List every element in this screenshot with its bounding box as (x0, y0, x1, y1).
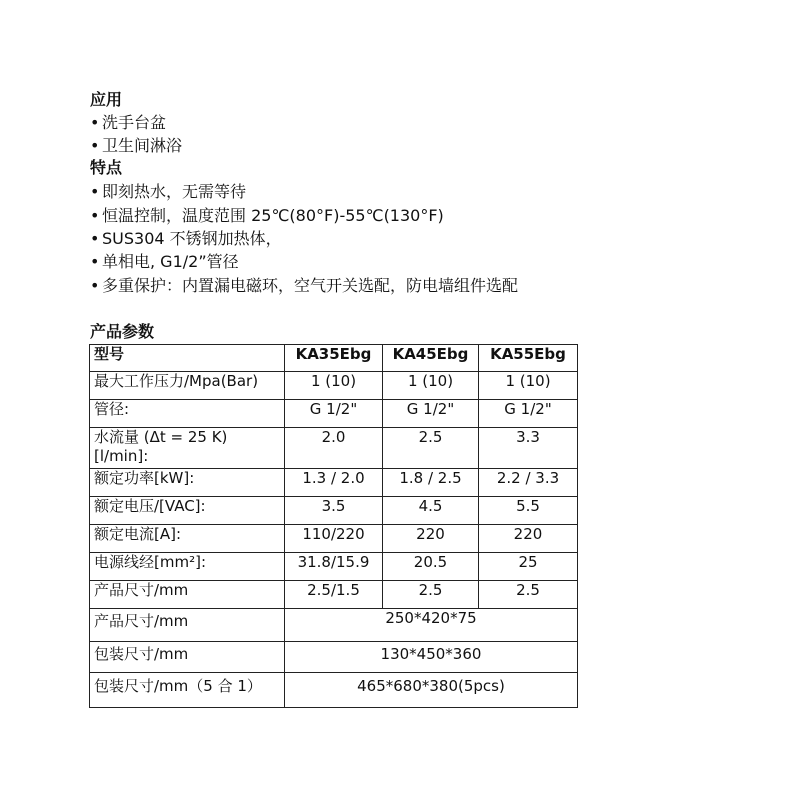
bullet-icon: • (90, 182, 100, 201)
model-header-ka55: KA55Ebg (479, 345, 578, 372)
row-label: 额定功率[kW]: (90, 469, 285, 497)
cell-value: 1 (10) (285, 372, 383, 400)
table-row (90, 553, 578, 581)
table-row (90, 642, 578, 673)
feature-item-thermostat (90, 205, 444, 227)
table-row (90, 469, 578, 497)
row-label: 产品尺寸/mm (90, 609, 285, 642)
feature-item-label: 多重保护：内置漏电磁环，空气开关选配，防电墙组件选配 (102, 276, 519, 295)
cell-value: 5.5 (479, 497, 578, 525)
cell-value: 1.8 / 2.5 (383, 469, 479, 497)
row-label: 水流量 (Δt = 25 K) [l/min]: (90, 428, 285, 469)
feature-item-heating-body (90, 228, 282, 250)
application-item-washbasin (90, 112, 166, 134)
cell-value: 20.5 (383, 553, 479, 581)
cell-value: G 1/2" (479, 400, 578, 428)
cell-value: 1.3 / 2.0 (285, 469, 383, 497)
cell-value: 2.0 (285, 428, 383, 469)
spec-table (89, 344, 578, 708)
bullet-icon: • (90, 113, 100, 132)
cell-value: 2.5 (479, 581, 578, 609)
table-row (90, 372, 578, 400)
table-row (90, 525, 578, 553)
feature-item-protection (90, 275, 518, 297)
cell-value: 31.8/15.9 (285, 553, 383, 581)
cell-value-merged: 465*680*380(5pcs) (285, 673, 578, 708)
row-label: 额定电流[A]: (90, 525, 285, 553)
feature-item-label: 即刻热水，无需等待 (102, 182, 247, 201)
cell-value: 3.5 (285, 497, 383, 525)
row-label: 最大工作压力/Mpa(Bar) (90, 372, 285, 400)
cell-value: 1 (10) (479, 372, 578, 400)
cell-value: 1 (10) (383, 372, 479, 400)
feature-item-label: 恒温控制，温度范围 25℃(80°F)-55℃(130°F) (102, 206, 444, 225)
cell-value: 2.2 / 3.3 (479, 469, 578, 497)
model-header-ka45: KA45Ebg (383, 345, 479, 372)
cell-value: G 1/2" (383, 400, 479, 428)
table-row (90, 400, 578, 428)
row-label: 电源线经[mm²]: (90, 553, 285, 581)
bullet-icon: • (90, 136, 100, 155)
features-heading: 特点 (90, 158, 123, 177)
application-heading: 应用 (90, 90, 123, 109)
application-item-label: 卫生间淋浴 (102, 136, 183, 155)
header-label: 型号 (90, 345, 285, 372)
cell-value: 2.5 (383, 581, 479, 609)
row-label: 包装尺寸/mm（5 合 1） (90, 673, 285, 708)
table-row (90, 428, 578, 469)
bullet-icon: • (90, 206, 100, 225)
application-item-shower (90, 135, 182, 157)
table-row (90, 581, 578, 609)
bullet-icon: • (90, 252, 100, 271)
cell-value: 110/220 (285, 525, 383, 553)
cell-value: 3.3 (479, 428, 578, 469)
cell-value-merged: 250*420*75 (285, 609, 578, 642)
feature-item-power (90, 251, 239, 273)
feature-item-label: SUS304 不锈钢加热体， (102, 229, 282, 248)
application-item-label: 洗手台盆 (102, 113, 167, 132)
table-row (90, 673, 578, 708)
cell-value: 25 (479, 553, 578, 581)
cell-value: G 1/2" (285, 400, 383, 428)
feature-item-label: 单相电, G1/2”管径 (102, 252, 239, 271)
cell-value: 2.5/1.5 (285, 581, 383, 609)
row-label: 管径: (90, 400, 285, 428)
cell-value: 220 (383, 525, 479, 553)
cell-value: 2.5 (383, 428, 479, 469)
cell-value: 220 (479, 525, 578, 553)
table-header-row (90, 345, 578, 372)
cell-value-merged: 130*450*360 (285, 642, 578, 673)
feature-item-instant (90, 181, 246, 203)
row-label: 额定电压/[VAC]: (90, 497, 285, 525)
table-row (90, 497, 578, 525)
model-header-ka35: KA35Ebg (285, 345, 383, 372)
bullet-icon: • (90, 229, 100, 248)
row-label: 产品尺寸/mm (90, 581, 285, 609)
params-heading: 产品参数 (90, 322, 155, 341)
row-label: 包装尺寸/mm (90, 642, 285, 673)
table-row (90, 609, 578, 642)
bullet-icon: • (90, 276, 100, 295)
cell-value: 4.5 (383, 497, 479, 525)
